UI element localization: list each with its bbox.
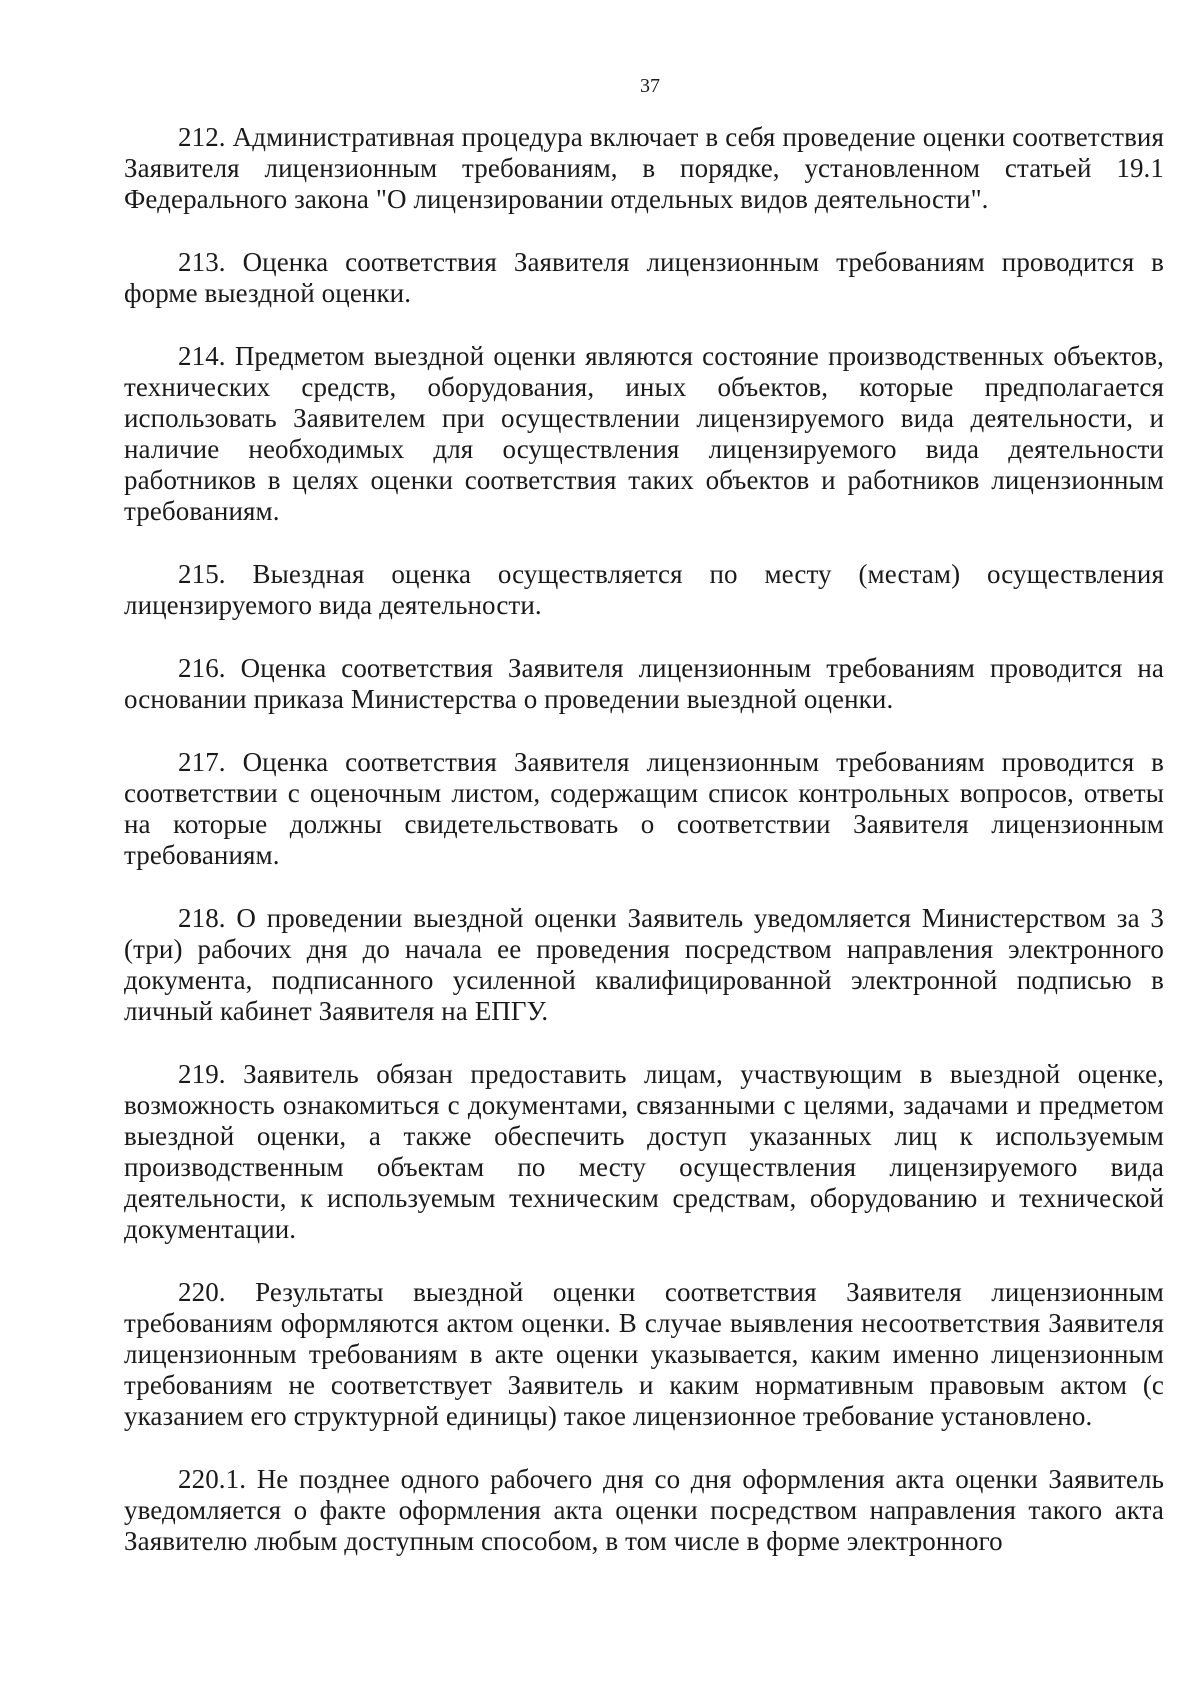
paragraph-216: 216. Оценка соответствия Заявителя лицензионным требованиям проводится на основании приказа Министерства о проведении выездной оценки. — [124, 653, 1164, 714]
page-number: 37 — [640, 75, 660, 97]
paragraph-214: 214. Предметом выездной оценки являются состояние производственных объектов, технических средств, оборудования, иных объектов, которые предполагается использовать Заявителем при осуществлении лицензируемого вида деятельности, и наличие необходимых для осуществления лицензируемого вида деятельности работников в целях оценки соответствия таких объектов и работников лицензионным требованиям. — [124, 341, 1164, 526]
paragraph-220-1: 220.1. Не позднее одного рабочего дня со дня оформления акта оценки Заявитель уведомляется о факте оформления акта оценки посредством направления такого акта Заявителю любым доступным способом, в том числе в форме электронного — [124, 1464, 1164, 1556]
paragraph-212: 212. Административная процедура включает в себя проведение оценки соответствия Заявителя лицензионным требованиям, в порядке, установленном статьей 19.1 Федерального закона "О лицензировании отдельных видов деятельности". — [124, 122, 1164, 214]
paragraph-220: 220. Результаты выездной оценки соответствия Заявителя лицензионным требованиям оформляются актом оценки. В случае выявления несоответствия Заявителя лицензионным требованиям в акте оценки указывается, каким именно лицензионным требованиям не соответствует Заявитель и каким нормативным правовым актом (с указанием его структурной единицы) такое лицензионное требование установлено. — [124, 1277, 1164, 1431]
paragraph-218: 218. О проведении выездной оценки Заявитель уведомляется Министерством за 3 (три) рабочих дня до начала ее проведения посредством направления электронного документа, подписанного усиленной квалифицированной электронной подписью в личный кабинет Заявителя на ЕПГУ. — [124, 903, 1164, 1026]
paragraph-215: 215. Выездная оценка осуществляется по месту (местам) осуществления лицензируемого вида деятельности. — [124, 559, 1164, 620]
paragraph-213: 213. Оценка соответствия Заявителя лицензионным требованиям проводится в форме выездной оценки. — [124, 247, 1164, 308]
document-body — [124, 122, 1164, 1589]
paragraph-217: 217. Оценка соответствия Заявителя лицензионным требованиям проводится в соответствии с оценочным листом, содержащим список контрольных вопросов, ответы на которые должны свидетельствовать о соответствии Заявителя лицензионным требованиям. — [124, 747, 1164, 870]
paragraph-219: 219. Заявитель обязан предоставить лицам, участвующим в выездной оценке, возможность ознакомиться с документами, связанными с целями, задачами и предметом выездной оценки, а также обеспечить доступ указанных лиц к используемым производственным объектам по месту осуществления лицензируемого вида деятельности, к используемым техническим средствам, оборудованию и технической документации. — [124, 1059, 1164, 1244]
